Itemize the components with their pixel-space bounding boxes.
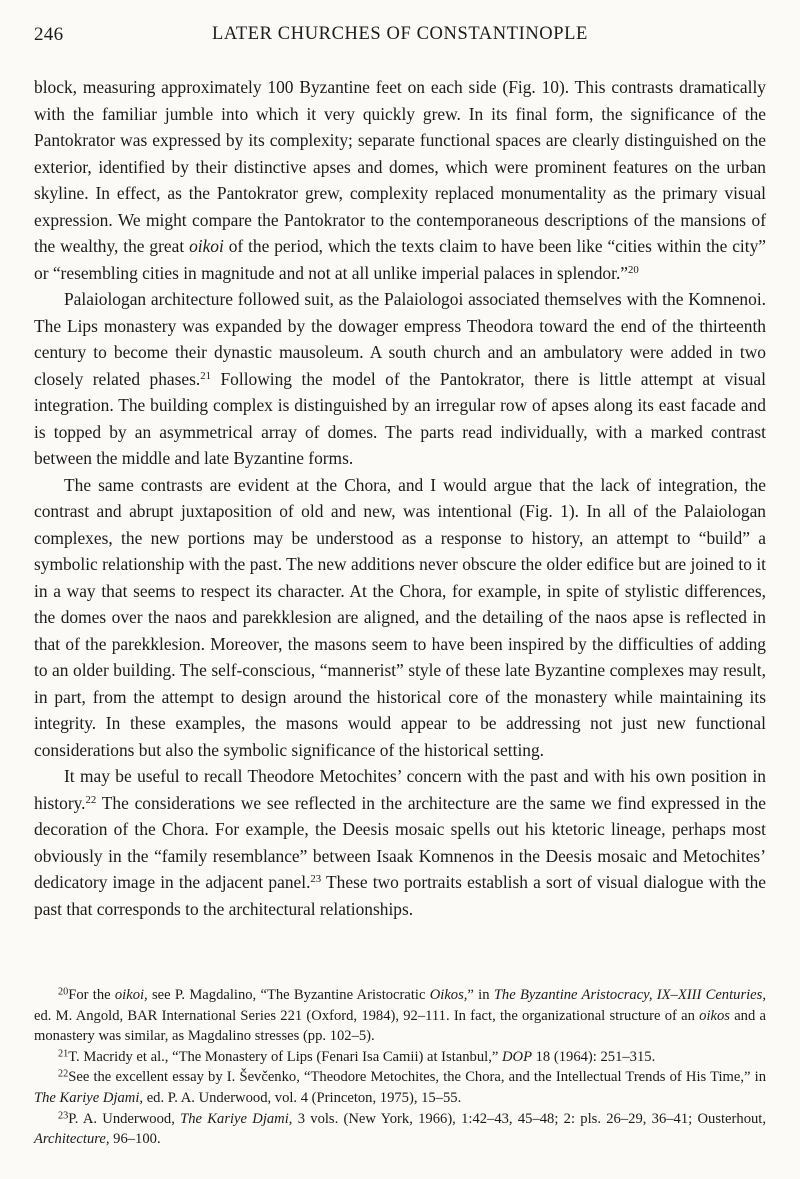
- footnote-21: $^{21}$T. Macridy et al., “The Monastery of Lips (Fenari Isa Camii) at Istanbul,” DOP 18 (1964): 251–315.: [58, 1048, 656, 1065]
- footnote-ref-21: 21: [200, 369, 212, 382]
- paragraph-1: block, measuring approximately 100 Byzantine feet on each side (Fig. 10). This contrasts dramatically with the familiar jumble into which it very quickly grew. In its final form, the significance of the Pantokrator was expressed by its complexity; separate functional spaces are clearly distinguished on the exterior, identified by their distinctive apses and domes, which were prominent features on the urban skyline. In effect, as the Pantokrator grew, complexity replaced monumentality as the primary visual expression. We might compare the Pantokrator to the contemporaneous descriptions of the mansions of the wealthy, the great oikoi of the period, which the texts claim to have been like “cities within the city” or “resembling cities in magnitude and not at all unlike imperial palaces in splendor.”$^{20}$: [34, 77, 767, 283]
- running-title: LATER CHURCHES OF CONSTANTINOPLE: [212, 24, 588, 44]
- footnote-22: $^{22}$See the excellent essay by I. Ševčenko, “Theodore Metochites, the Chora, and the Intellectual Trends of His Time,” in The Kariye Djami, ed. P. A. Underwood, vol. 4 (Princeton, 1975), 15–55.: [34, 1068, 766, 1106]
- footnote-ref-20: 20: [628, 263, 639, 276]
- paragraph-4: It may be useful to recall Theodore Metochites’ concern with the past and with his own position in history.$^{22}$ The considerations we see reflected in the architecture are the same we find expressed in the decoration of the Chora. For example, the Deesis mosaic spells out his ktetoric lineage, perhaps most obviously in the “family resemblance” between Isaak Komnenos in the Deesis mosaic and Metochites’ dedicatory image in the adjacent panel.$^{23}$ These two portraits establish a sort of visual dialogue with the past that corresponds to the architectural relationships.: [34, 766, 766, 919]
- footnotes: [34, 985, 766, 1150]
- paragraph-2: Palaiologan architecture followed suit, as the Palaiologoi associated themselves with the Komnenoi. The Lips monastery was expanded by the dowager empress Theodora toward the end of the thirteenth century to become their dynastic mausoleum. A south church and an ambulatory were added in two closely related phases.$^{21}$ Following the model of the Pantokrator, there is little attempt at visual integration. The building complex is distinguished by an irregular row of apses along its east facade and is topped by an asymmetrical array of domes. The parts read individually, with a marked contrast between the middle and late Byzantine forms.: [34, 289, 766, 468]
- paragraph-3: The same contrasts are evident at the Chora, and I would argue that the lack of integration, the contrast and abrupt juxtaposition of old and new, was intentional (Fig. 1). In all of the Palaiologan complexes, the new portions may be understood as a response to history, an attempt to “build” a symbolic relationship with the past. The new additions never obscure the older edifice but are joined to it in a way that seems to respect its character. At the Chora, for example, in spite of stylistic differences, the domes over the naos and parekklesion are aligned, and the detailing of the naos apse is reflected in that of the parekklesion. Moreover, the masons seem to have been inspired by the difficulties of adding to an older building. The self-conscious, “mannerist” style of these late Byzantine complexes may result, in part, from the attempt to design around the historical core of the monastery while maintaining its integrity. In these examples, the masons would appear to be addressing not just new functional considerations but also the symbolic significance of the historical setting.: [34, 474, 766, 760]
- page-number: 246: [34, 24, 64, 45]
- footnote-ref-22: 22: [85, 793, 97, 806]
- body-text: [34, 74, 766, 922]
- footnote-23: $^{23}$P. A. Underwood, The Kariye Djami, 3 vols. (New York, 1966), 1:42–43, 45–48; 2: pls. 26–29, 36–41; Ousterhout, Architecture, 96–100.: [34, 1109, 766, 1148]
- footnote-20: $^{20}$For the oikoi, see P. Magdalino, “The Byzantine Aristocratic Oikos,” in The Byzantine Aristocracy, IX–XIII Centuries, ed. M. Angold, BAR International Series 221 (Oxford, 1984), 92–111. In fact, the organizational structure of an oikos and a monastery was similar, as Magdalino stresses (pp. 102–5).: [34, 986, 766, 1045]
- footnote-ref-23: 23: [310, 873, 322, 886]
- page-header: [34, 24, 766, 54]
